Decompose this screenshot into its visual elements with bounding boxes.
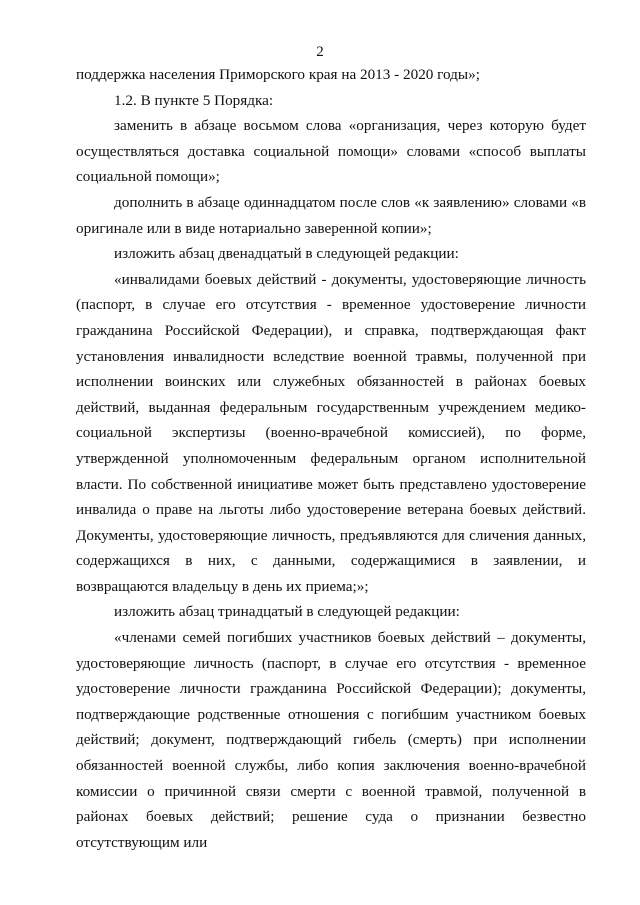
paragraph-family-members: «членами семей погибших участников боевых действий – документы, удостоверяющие личность (паспорт, в случае его отсутствия - временное удостоверение личности гражданина Российской Федерации); документы, подтверждающие родственные отношения с погибшим участником боевых действий; документ, подтверждающий гибель (смерть) при исполнении обязанностей военной службы, либо копия заключения военно-врачебной комиссии о причинной связи смерти с военной травмой, полученной в районах боевых действий; решение суда о признании безвестно отсутствующим или <box>76 629 586 851</box>
paragraph-state-thirteenth: изложить абзац тринадцатый в следующей редакции: <box>114 603 460 621</box>
paragraph-continuation: поддержка населения Приморского края на 2013 - 2020 годы»; <box>76 66 480 83</box>
paragraph-state-twelfth: изложить абзац двенадцатый в следующей редакции: <box>114 245 459 263</box>
page-number: 2 <box>316 44 324 60</box>
paragraph-item-1-2: 1.2. В пункте 5 Порядка: <box>114 91 274 109</box>
document-body <box>76 62 586 855</box>
paragraph-supplement-words: дополнить в абзаце одиннадцатом после слов «к заявлению» словами «в оригинале или в виде нотариально заверенной копии»; <box>76 193 586 237</box>
paragraph-disabled-veterans: «инвалидами боевых действий - документы, удостоверяющие личность (паспорт, в случае его отсутствия - временное удостоверение личности гражданина Российской Федерации), и справка, подтверждающая факт установления инвалидности вследствие военной травмы, полученной при исполнении воинских или служебных обязанностей в районах боевых действий, выданная федеральным государственным учреждением медико-социальной экспертизы (военно-врачебной комиссией), по форме, утвержденной уполномоченным федеральным органом исполнительной власти. По собственной инициативе может быть представлено удостоверение инвалида о праве на льготы либо удостоверение ветерана боевых действий. Документы, удостоверяющие личность, предъявляются для сличения данных, содержащихся в них, с данными, содержащимися в заявлении, и возвращаются владельцу в день их приема;»; <box>76 270 586 595</box>
paragraph-replace-words: заменить в абзаце восьмом слова «организация, через которую будет осуществляться доставка социальной помощи» словами «способ выплаты социальной помощи»; <box>76 117 586 186</box>
